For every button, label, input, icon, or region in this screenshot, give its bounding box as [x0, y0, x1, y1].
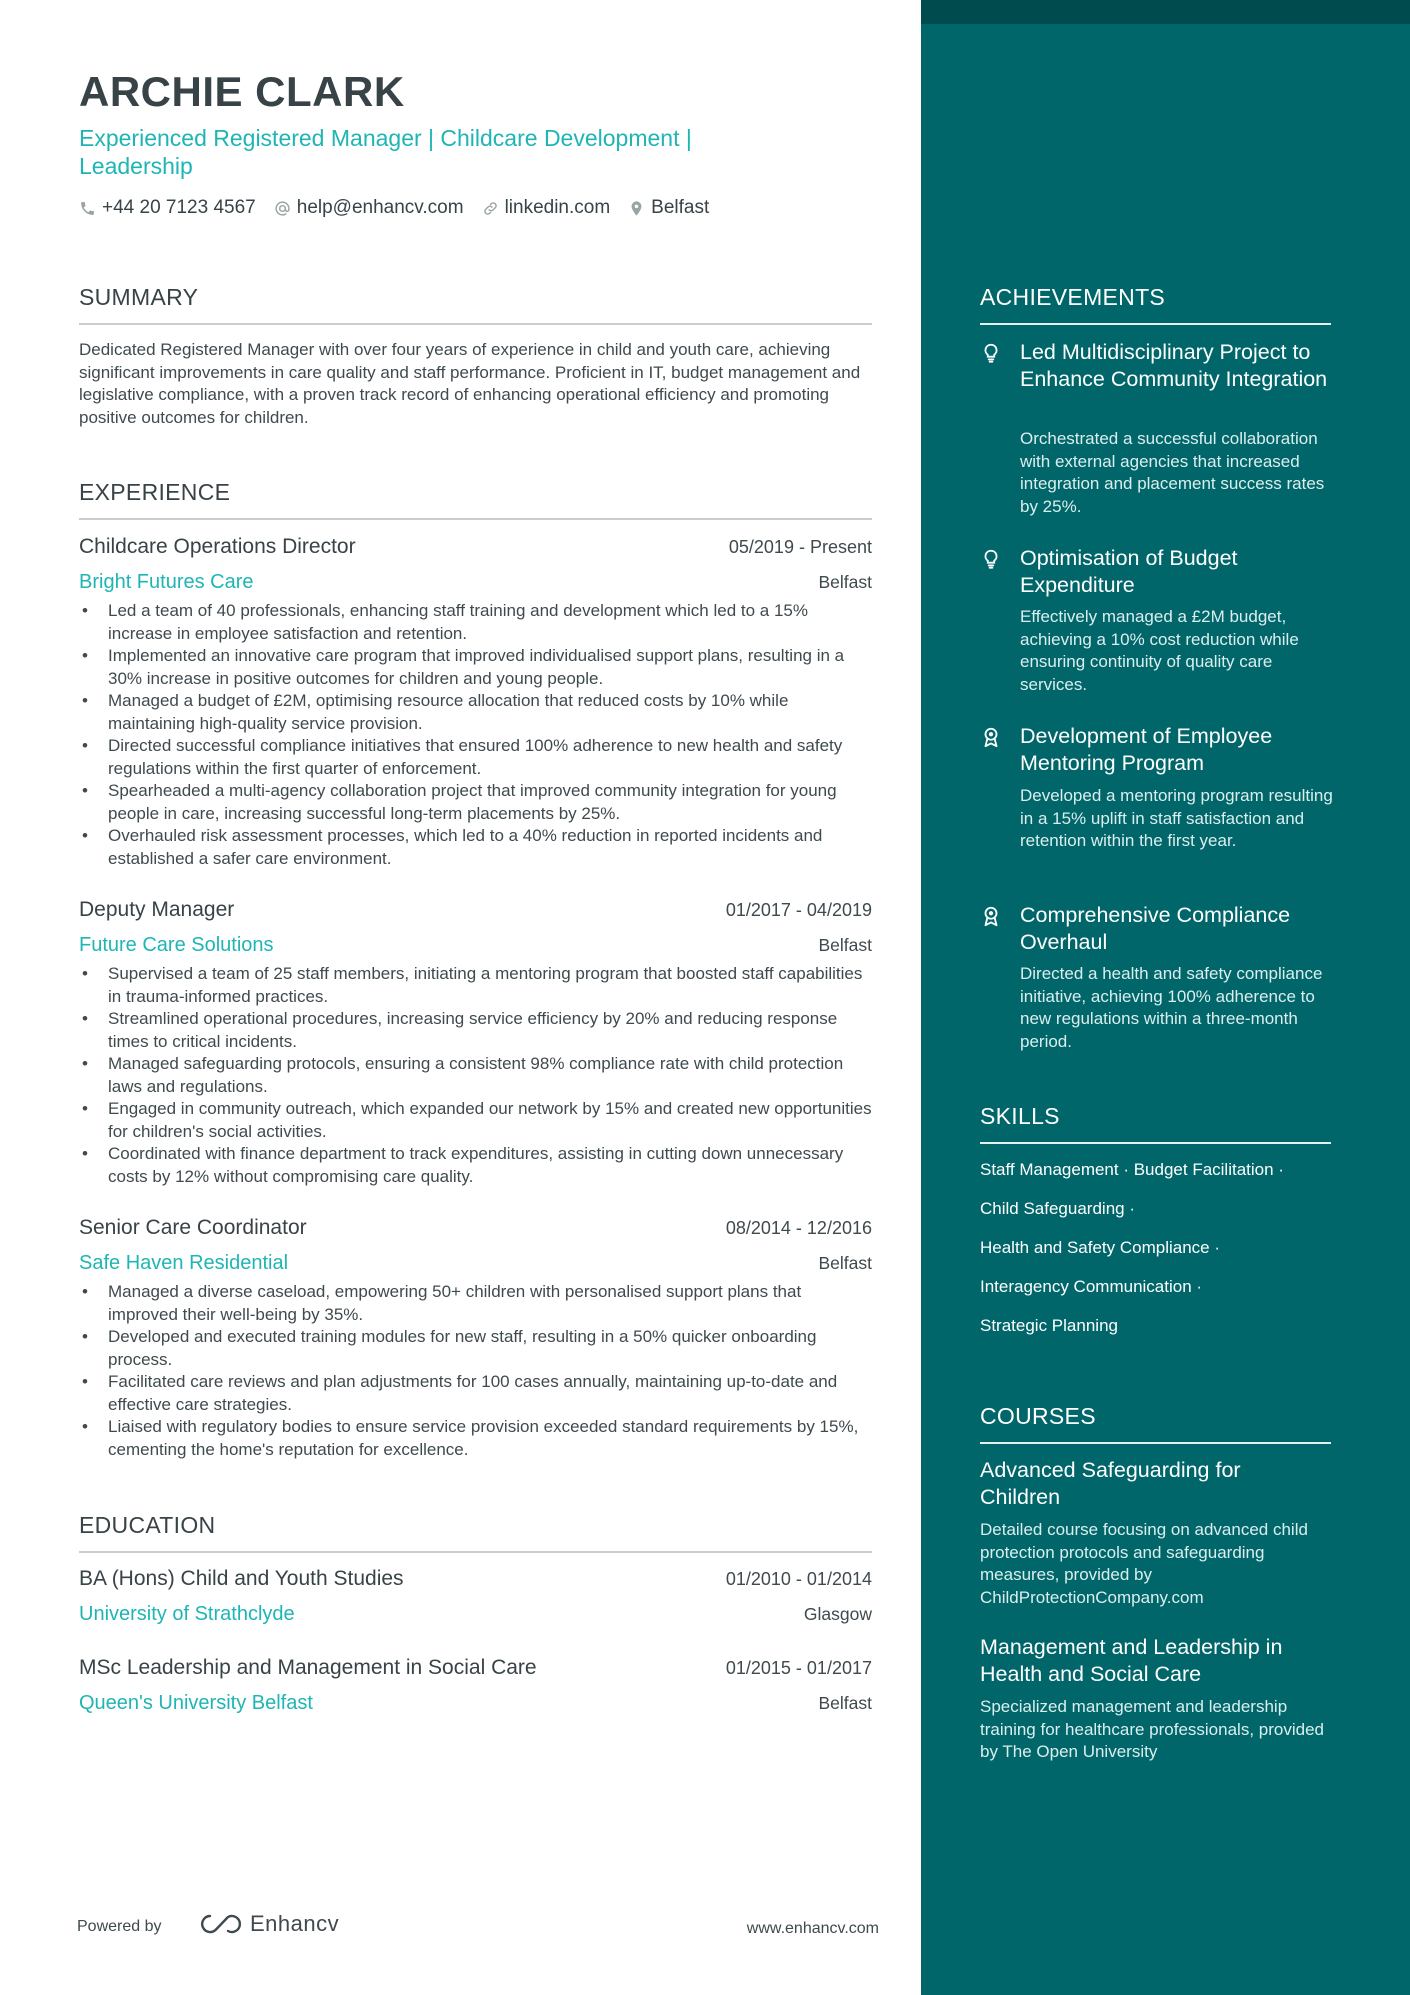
email-text: help@enhancv.com [296, 197, 464, 218]
candidate-name: ARCHIE CLARK [79, 68, 405, 115]
skill-line: Child Safeguarding · [980, 1199, 1135, 1218]
candidate-headline: Experienced Registered Manager | Childcare Development | Leadership [79, 125, 692, 179]
achievement-title: Development of Employee Mentoring Program [1020, 724, 1273, 775]
enhancv-brand-text: Enhancv [250, 1911, 340, 1936]
lightbulb-icon [980, 547, 1002, 571]
achievement-title: Led Multidisciplinary Project to Enhance Community Integration [1020, 340, 1328, 391]
company-name: Safe Haven Residential [79, 1252, 289, 1274]
summary-text: Dedicated Registered Manager with over four years of experience in child and youth care, achieving significant improvements in care quality and staff performance. Proficient in IT, budget management and legislative compliance, with a proven track record of enhancing operational efficiency and promoting positive outcomes for children. [79, 340, 861, 427]
job-location: Belfast [818, 1253, 872, 1273]
sidebar-top-band [921, 0, 1410, 24]
education-divider [79, 1551, 872, 1553]
skill-line: Health and Safety Compliance · [980, 1238, 1221, 1257]
job-bullet: • Led a team of 40 professionals, enhancing staff training and development which led to a 15% increase in employee satisfaction and retention. [79, 600, 874, 645]
courses-divider [980, 1442, 1331, 1444]
contact-phone[interactable] [79, 197, 256, 219]
summary-divider [79, 323, 872, 325]
job-location: Belfast [818, 935, 872, 955]
location-pin-icon [628, 200, 645, 217]
job-title: Childcare Operations Director [79, 535, 356, 558]
job-bullets [79, 600, 874, 870]
phone-icon [79, 200, 96, 217]
achievement-desc: Developed a mentoring program resulting in a 15% uplift in staff satisfaction and retention within the first year. [1020, 786, 1333, 850]
skill-line: Staff Management · Budget Facilitation · [980, 1160, 1284, 1179]
enhancv-logo[interactable] [196, 1911, 339, 1937]
job-title: Deputy Manager [79, 898, 235, 921]
job-title: Senior Care Coordinator [79, 1216, 307, 1239]
experience-heading: EXPERIENCE [79, 479, 231, 505]
award-icon [980, 904, 1002, 928]
job-location: Belfast [818, 572, 872, 592]
job-bullets [79, 963, 874, 1188]
school-location: Belfast [818, 1693, 872, 1713]
sidebar [921, 0, 1410, 1995]
courses-heading: COURSES [980, 1403, 1096, 1429]
course-desc: Detailed course focusing on advanced child protection protocols and safeguarding measures, provided by ChildProtectionCompany.com [980, 1520, 1308, 1607]
award-icon [980, 725, 1002, 749]
powered-by-label: Powered by [77, 1918, 162, 1935]
phone-text: +44 20 7123 4567 [102, 197, 256, 218]
education-dates: 01/2010 - 01/2014 [725, 1569, 872, 1589]
job-bullet: • Managed a diverse caseload, empowering 50+ children with personalised support plans that improved their well-being by 35%. [79, 1281, 874, 1326]
achievement-desc: Orchestrated a successful collaboration with external agencies that increased integration and placement success rates by 25%. [1020, 429, 1325, 516]
job-bullet: • Spearheaded a multi-agency collaboration project that improved community integration for young people in care, increasing successful long-term placements by 25%. [79, 780, 874, 825]
contact-row [79, 197, 727, 219]
skills-divider [980, 1142, 1331, 1144]
footer-url[interactable]: www.enhancv.com [746, 1920, 879, 1937]
achievement-desc: Directed a health and safety compliance initiative, achieving 100% adherence to new regulations within a three-month period. [1020, 964, 1323, 1051]
achievement-desc: Effectively managed a £2M budget, achieving a 10% cost reduction while ensuring continuity of quality care services. [1020, 607, 1299, 694]
contact-linkedin[interactable] [482, 197, 611, 219]
job-dates: 05/2019 - Present [728, 537, 872, 557]
contact-email[interactable] [274, 197, 464, 219]
experience-divider [79, 518, 872, 520]
school-location: Glasgow [803, 1604, 872, 1624]
skills-heading: SKILLS [980, 1103, 1060, 1129]
linkedin-text: linkedin.com [504, 197, 611, 218]
achievements-heading: ACHIEVEMENTS [980, 284, 1166, 310]
course-title: Advanced Safeguarding for Children [980, 1458, 1241, 1509]
degree-title: MSc Leadership and Management in Social Care [79, 1656, 537, 1679]
course-title: Management and Leadership in Health and Social Care [980, 1635, 1283, 1686]
enhancv-logo-icon [196, 1912, 242, 1936]
job-dates: 01/2017 - 04/2019 [725, 900, 872, 920]
job-bullet: • Developed and executed training modules for new staff, resulting in a 50% quicker onboarding process. [79, 1326, 874, 1371]
skill-line: Interagency Communication · [980, 1277, 1203, 1296]
job-bullet: • Supervised a team of 25 staff members, initiating a mentoring program that boosted staff capabilities in trauma-informed practices. [79, 963, 874, 1008]
course-desc: Specialized management and leadership training for healthcare professionals, provided by The Open University [980, 1697, 1324, 1761]
job-bullet: • Implemented an innovative care program that improved individualised support plans, resulting in a 30% increase in positive outcomes for children and young people. [79, 645, 874, 690]
education-dates: 01/2015 - 01/2017 [725, 1658, 872, 1678]
summary-heading: SUMMARY [79, 284, 199, 310]
job-bullet: • Streamlined operational procedures, increasing service efficiency by 20% and reducing response times to critical incidents. [79, 1008, 874, 1053]
company-name: Bright Futures Care [79, 571, 254, 593]
skill-line: Strategic Planning [980, 1316, 1118, 1335]
achievement-title: Optimisation of Budget Expenditure [1020, 546, 1238, 597]
school-name: University of Strathclyde [79, 1603, 295, 1625]
company-name: Future Care Solutions [79, 934, 274, 956]
link-icon [482, 200, 499, 217]
job-bullets [79, 1281, 874, 1461]
school-name: Queen's University Belfast [79, 1692, 313, 1714]
job-bullet: • Managed a budget of £2M, optimising resource allocation that reduced costs by 10% while maintaining high-quality service provision. [79, 690, 874, 735]
education-heading: EDUCATION [79, 1512, 216, 1538]
job-bullet: • Overhauled risk assessment processes, which led to a 40% reduction in reported incidents and established a safer care environment. [79, 825, 874, 870]
job-bullet: • Managed safeguarding protocols, ensuring a consistent 98% compliance rate with child protection laws and regulations. [79, 1053, 874, 1098]
degree-title: BA (Hons) Child and Youth Studies [79, 1567, 404, 1590]
job-bullet: • Directed successful compliance initiatives that ensured 100% adherence to new health and safety regulations within the first quarter of enforcement. [79, 735, 874, 780]
contact-location [628, 197, 709, 219]
achievement-title: Comprehensive Compliance Overhaul [1020, 903, 1291, 954]
job-dates: 08/2014 - 12/2016 [725, 1218, 872, 1238]
job-bullet: • Facilitated care reviews and plan adjustments for 100 cases annually, maintaining up-to-date and effective care strategies. [79, 1371, 874, 1416]
job-bullet: • Coordinated with finance department to track expenditures, assisting in cutting down unnecessary costs by 12% without compromising care quality. [79, 1143, 874, 1188]
job-bullet: • Engaged in community outreach, which expanded our network by 15% and created new opportunities for children's social activities. [79, 1098, 874, 1143]
location-text: Belfast [651, 197, 710, 218]
achievements-divider [980, 323, 1331, 325]
job-bullet: • Liaised with regulatory bodies to ensure service provision exceeded standard requirements by 15%, cementing the home's reputation for excellence. [79, 1416, 874, 1461]
lightbulb-icon [980, 341, 1002, 365]
at-icon [274, 200, 291, 217]
